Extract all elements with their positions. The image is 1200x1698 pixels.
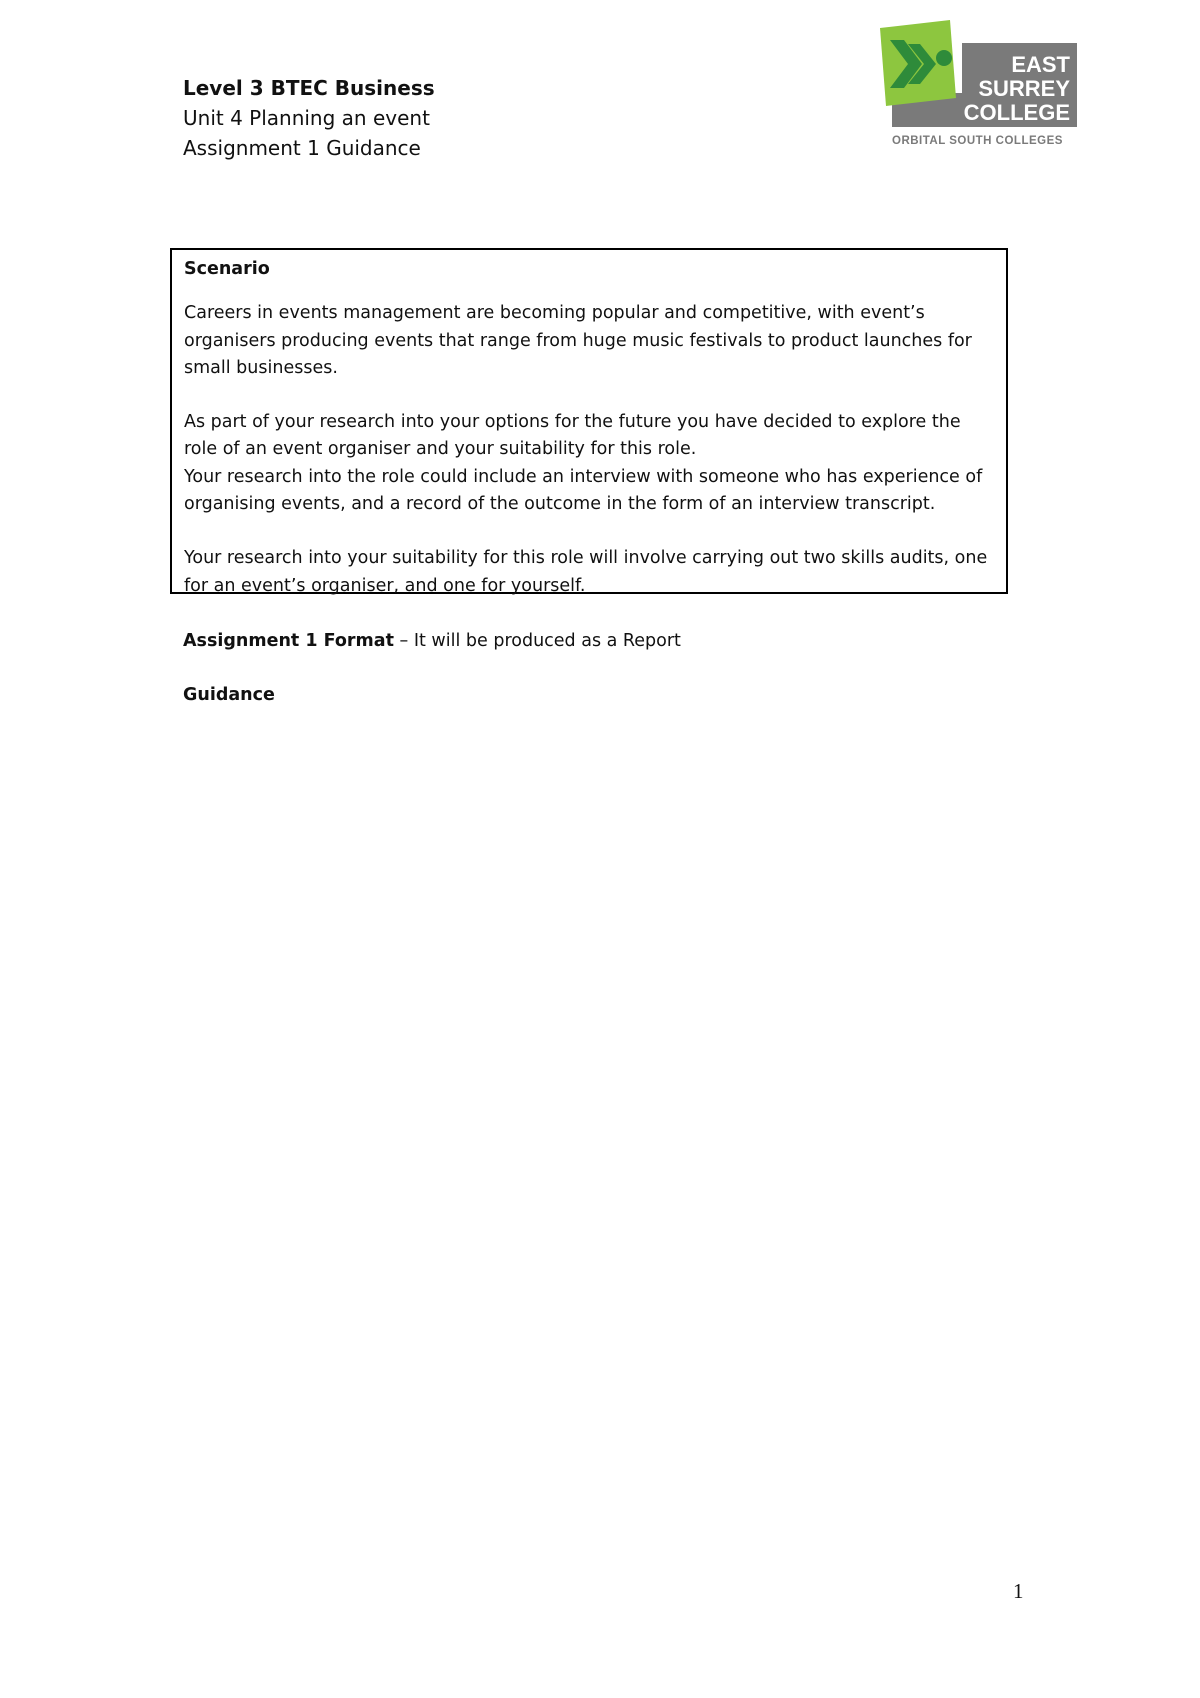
- scenario-title: Scenario: [184, 259, 270, 279]
- guidance-heading: Guidance: [183, 685, 275, 705]
- format-text: – It will be produced as a Report: [393, 631, 681, 651]
- logo-text-surrey: SURREY: [978, 76, 1070, 101]
- logo-text-east: EAST: [1011, 52, 1070, 77]
- course-title: Level 3 BTEC Business: [183, 76, 435, 100]
- scenario-paragraph-2b: Your research into the role could include an interview with someone who has experience of organising events, and a record of the outcome in the form of an interview transcript.: [184, 466, 983, 515]
- assignment-format: [183, 628, 681, 655]
- logo-dot: [936, 50, 952, 66]
- college-logo: [878, 18, 1078, 153]
- page-number: 1: [1013, 1579, 1024, 1603]
- scenario-paragraph-3: Your research into your suitability for this role will involve carrying out two skills audits, one for an event’s organiser, and one for yourself.: [184, 548, 988, 596]
- scenario-box: [170, 248, 1008, 594]
- document-header: [183, 73, 435, 163]
- paragraph-spacer: [184, 382, 994, 409]
- format-label: Assignment 1 Format: [183, 631, 394, 651]
- logo-tagline: ORBITAL SOUTH COLLEGES: [892, 135, 1063, 147]
- logo-text-college: COLLEGE: [963, 100, 1070, 125]
- unit-title: Unit 4 Planning an event: [183, 106, 430, 130]
- scenario-paragraph-1: Careers in events management are becoming popular and competitive, with event’s organisers producing events that range from huge music festivals to product launches for small businesses.: [184, 303, 972, 378]
- paragraph-spacer: [184, 518, 994, 545]
- scenario-paragraph-2a: As part of your research into your options for the future you have decided to explore the role of an event organiser and your suitability for this role.: [184, 412, 961, 460]
- assignment-title: Assignment 1 Guidance: [183, 136, 421, 160]
